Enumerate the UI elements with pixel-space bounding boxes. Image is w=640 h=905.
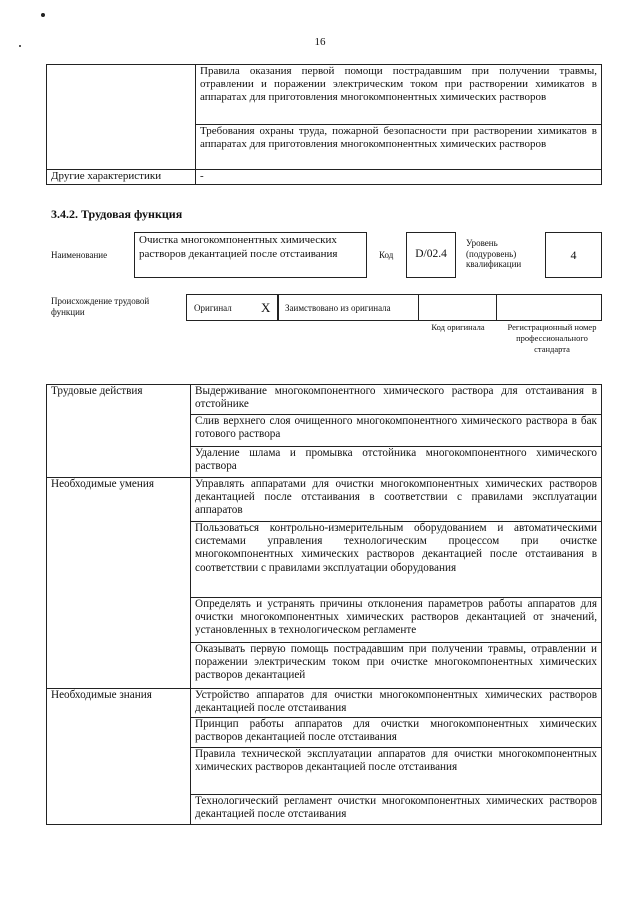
other-characteristics-value: - <box>196 170 602 185</box>
table-cell: Правила оказания первой помощи пострадавшим при получении травмы, отравлении и поражении электрическим током при растворении химикатов в аппаратах для приготовления многокомпонентных химических растворов <box>196 65 602 125</box>
table-cell: Технологический регламент очистки многокомпонентных химических растворов декантацией после отстаивания <box>191 795 602 825</box>
table-cell: Выдерживание многокомпонентного химического раствора для отстаивания в отстойнике <box>191 385 602 415</box>
table-cell: Требования охраны труда, пожарной безопасности при растворении химикатов в аппаратах для приготовления многокомпонентных химических растворов <box>196 125 602 170</box>
function-name: Очистка многокомпонентных химических растворов декантацией после отстаивания <box>139 234 338 260</box>
table-cell: Устройство аппаратов для очистки многокомпонентных химических растворов декантацией после отстаивания <box>191 689 602 718</box>
borrowed-box <box>278 294 419 321</box>
level-label: Уровень (подуровень) квалификации <box>466 238 522 269</box>
group-label-knowledge: Необходимые знания <box>47 689 191 825</box>
table-cell: Оказывать первую помощь пострадавшим при получении травмы, отравлении и поражении электрическим током при очистке многокомпонентных химических растворов декантацией <box>191 643 602 689</box>
group-label-skills: Необходимые умения <box>47 478 191 689</box>
caption-code: Код оригинала <box>431 322 485 332</box>
name-label: Наименование <box>51 250 108 260</box>
original-box <box>186 294 278 321</box>
table-label-cell <box>47 65 196 170</box>
table-cell: Правила технической эксплуатации аппаратов для очистки многокомпонентных химических растворов декантацией после отстаивания <box>191 748 602 795</box>
original-label: Оригинал <box>194 303 232 313</box>
code-box <box>406 232 456 278</box>
other-characteristics-label: Другие характеристики <box>47 170 196 185</box>
function-name-box <box>134 232 367 278</box>
table-cell: Принцип работы аппаратов для очистки многокомпонентных химических растворов декантацией после отстаивания <box>191 718 602 748</box>
table-cell: Слив верхнего слоя очищенного многокомпонентного химического раствора в бак готового раствора <box>191 415 602 447</box>
level-box <box>545 232 602 278</box>
knowledge-continuation-table <box>46 64 602 185</box>
registration-number-box <box>496 294 602 321</box>
original-mark: X <box>261 300 271 315</box>
caption-registration: Регистрационный номер профессионального стандарта <box>507 322 597 354</box>
page-number: 16 <box>314 36 326 48</box>
original-code-box <box>418 294 497 321</box>
labor-function-table <box>46 384 602 825</box>
origin-label: Происхождение трудовой функции <box>51 296 150 317</box>
scan-speck <box>41 13 45 17</box>
code-label: Код <box>379 250 394 260</box>
code-value: D/02.4 <box>415 248 447 260</box>
level-value: 4 <box>570 248 577 262</box>
table-cell: Определять и устранять причины отклонения параметров работы аппаратов для очистки многокомпонентных химических растворов декантацией от значений, установленных в технологическом регламенте <box>191 598 602 643</box>
section-title: 3.4.2. Трудовая функция <box>51 207 183 221</box>
group-label-labor-actions: Трудовые действия <box>47 385 191 478</box>
table-cell: Пользоваться контрольно-измерительным оборудованием и автоматическими системами управления технологическим процессом при очистке многокомпонентных химических растворов декантацией после отстаивания в соответствии с правилами эксплуатации оборудования <box>191 522 602 598</box>
borrowed-label: Заимствовано из оригинала <box>285 303 391 313</box>
table-cell: Управлять аппаратами для очистки многокомпонентных химических растворов декантацией после отстаивания в соответствии с правилами эксплуатации аппаратов <box>191 478 602 522</box>
table-cell: Удаление шлама и промывка отстойника многокомпонентного химического раствора <box>191 447 602 478</box>
